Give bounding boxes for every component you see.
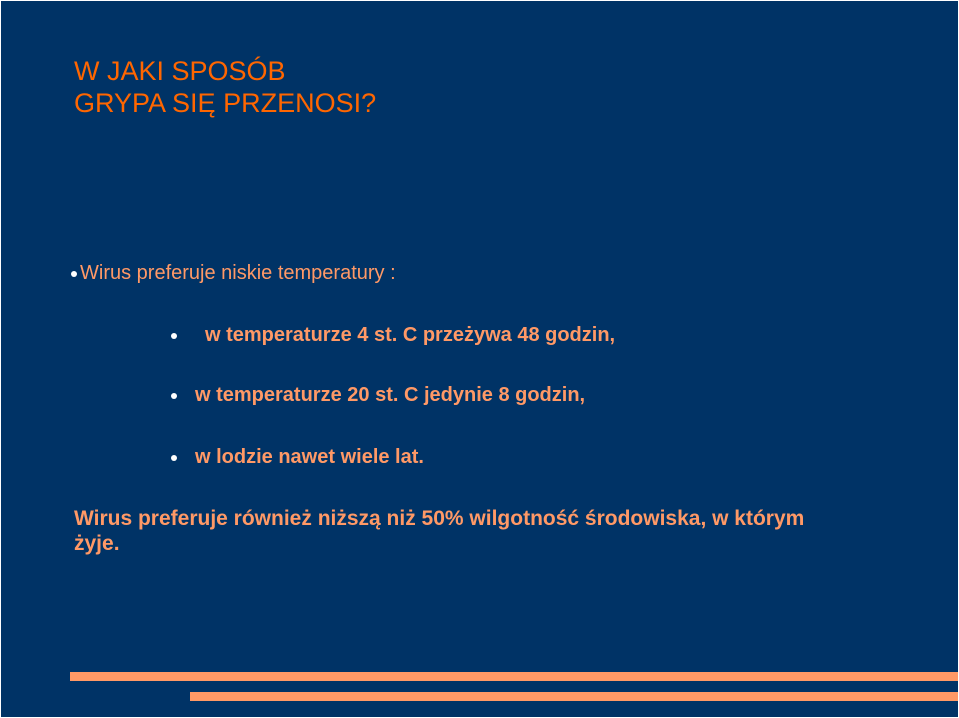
humidity-paragraph: Wirus preferuje również niższą niż 50% wilgotność środowiska, w którym żyje.	[74, 507, 805, 555]
slide	[1, 1, 958, 717]
bullet-dot-icon	[71, 271, 77, 277]
slide-title-line-2: GRYPA SIĘ PRZENOSI?	[74, 88, 377, 118]
bullet-dot-icon	[171, 333, 177, 339]
decorative-stripe-top	[70, 672, 958, 681]
bullet-dot-icon	[171, 455, 177, 461]
decorative-stripe-bottom	[190, 692, 958, 701]
sub-bullet-text: w lodzie nawet wiele lat.	[195, 446, 424, 468]
bullet-dot-icon	[171, 393, 177, 399]
slide-title	[74, 55, 774, 119]
main-bullet-text: Wirus preferuje niskie temperatury :	[80, 262, 396, 284]
main-bullet	[71, 262, 396, 285]
sub-bullet-3	[171, 446, 424, 469]
sub-bullet-text: w temperaturze 4 st. C przeżywa 48 godzin,	[205, 324, 616, 346]
slide-title-line-1: W JAKI SPOSÓB	[74, 56, 286, 86]
sub-bullet-text: w temperaturze 20 st. C jedynie 8 godzin,	[195, 384, 586, 406]
sub-bullet-2	[171, 384, 585, 407]
sub-bullet-1	[171, 324, 615, 347]
